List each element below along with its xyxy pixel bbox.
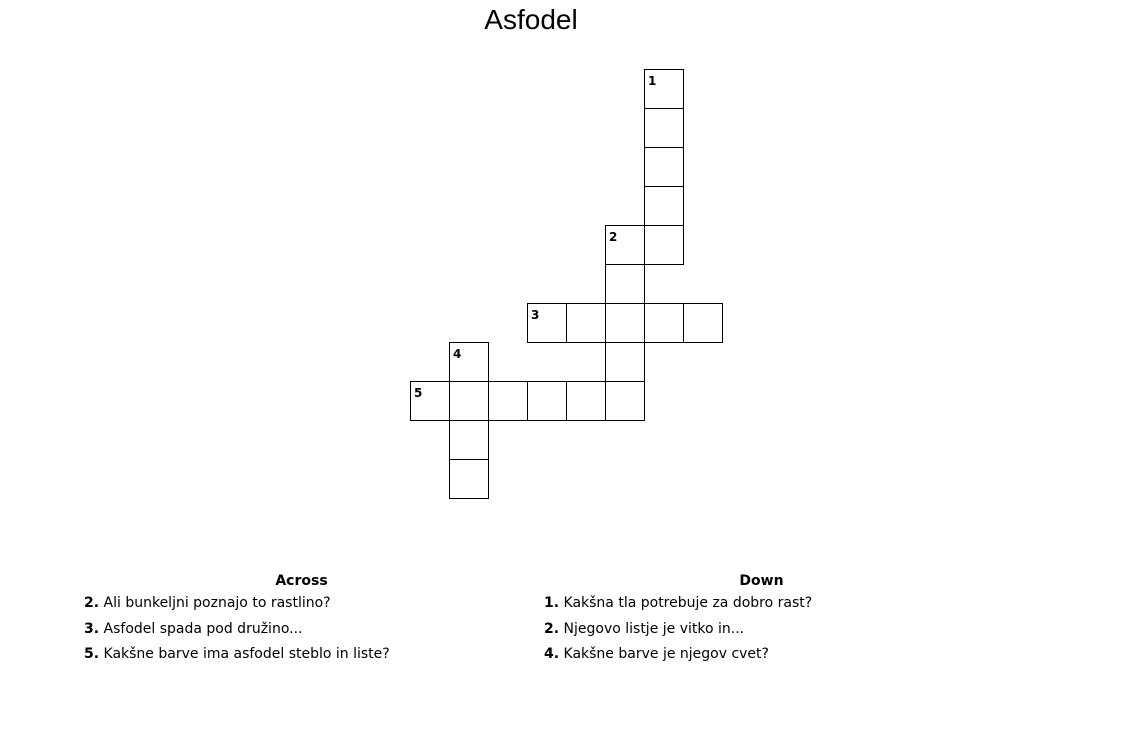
clue-text: Kakšna tla potrebuje za dobro rast?	[563, 595, 813, 611]
crossword-cell[interactable]	[449, 459, 489, 499]
clue-text: Asfodel spada pod družino...	[103, 620, 303, 637]
crossword-cell[interactable]	[527, 303, 567, 343]
crossword-cell[interactable]	[566, 381, 606, 421]
down-clue	[544, 645, 979, 671]
cell-number: 2	[609, 230, 618, 244]
down-clue	[544, 620, 979, 646]
clue-number: 2.	[544, 620, 560, 637]
cell-number: 1	[648, 74, 657, 88]
clue-text: Njegovo listje je vitko in...	[563, 620, 745, 637]
crossword-cell[interactable]	[683, 303, 723, 343]
crossword-cell[interactable]	[488, 381, 528, 421]
cell-number: 5	[414, 386, 423, 400]
crossword-cell[interactable]	[605, 225, 645, 265]
crossword-cell[interactable]	[605, 303, 645, 343]
clue-number: 4.	[544, 646, 560, 662]
down-clues	[544, 573, 979, 671]
clue-text: Kakšne barve ima asfodel steblo in liste?	[103, 646, 390, 662]
crossword-cell[interactable]	[449, 381, 489, 421]
down-heading: Down	[739, 573, 784, 589]
cell-number: 3	[531, 308, 540, 322]
across-clues	[84, 573, 519, 671]
crossword-cell[interactable]	[644, 147, 684, 187]
cell-number: 4	[453, 347, 462, 361]
clue-number: 5.	[84, 646, 100, 662]
crossword-cell[interactable]	[605, 381, 645, 421]
down-clue	[544, 594, 979, 620]
crossword-cell[interactable]	[449, 342, 489, 382]
clue-number: 2.	[84, 595, 100, 611]
across-clue	[84, 645, 519, 671]
clue-text: Ali bunkeljni poznajo to rastlino?	[103, 595, 331, 611]
crossword-cell[interactable]	[449, 420, 489, 460]
crossword-cell[interactable]	[566, 303, 606, 343]
across-heading: Across	[275, 573, 328, 589]
clue-number: 1.	[544, 595, 560, 611]
crossword-cell[interactable]	[644, 186, 684, 226]
crossword-cell[interactable]	[410, 381, 450, 421]
across-clue	[84, 594, 519, 620]
crossword-cell[interactable]	[605, 264, 645, 304]
crossword-cell[interactable]	[644, 303, 684, 343]
clue-text: Kakšne barve je njegov cvet?	[563, 646, 769, 662]
crossword-cell[interactable]	[644, 108, 684, 148]
clue-number: 3.	[84, 620, 100, 637]
crossword-cell[interactable]	[644, 225, 684, 265]
crossword-cell[interactable]	[605, 342, 645, 382]
crossword-cell[interactable]	[527, 381, 567, 421]
crossword-cell[interactable]	[644, 69, 684, 109]
page-title: Asfodel	[484, 4, 578, 35]
across-clue	[84, 620, 519, 646]
